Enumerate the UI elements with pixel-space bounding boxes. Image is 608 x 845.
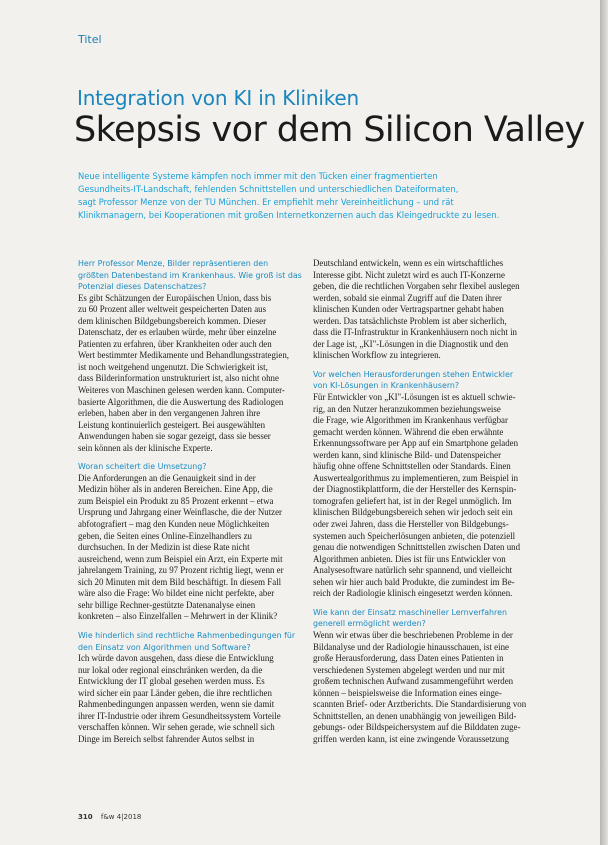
answer-line: genau die notwendigen Schnittstellen zwischen Daten und	[313, 542, 521, 553]
answer-line: tomografen geliefert hat, ist in der Regel unmöglich. Im	[313, 495, 512, 506]
question-line: Vor welchen Herausforderungen stehen Entwickler	[313, 369, 514, 379]
question-line: von KI-Lösungen in Krankenhäusern?	[313, 381, 460, 391]
answer-line: Erkennungssoftware per App auf ein Smartphone geladen	[313, 438, 519, 449]
answer-line: Für Entwickler von „KI"-Lösungen ist es aktuell schwie-	[313, 392, 516, 403]
question-line: größten Datenbestand im Krankenhaus. Wie groß ist das	[78, 270, 302, 280]
answer-line: sehen wir hier auch bald Produkte, die zumindest im Be-	[313, 576, 515, 587]
answer-line: ihrer IT-Industrie oder ihrem Gesundheitssystem Vorteile	[78, 710, 281, 721]
answer-line: Es gibt Schätzungen der Europäischen Union, dass bis	[78, 292, 272, 303]
answer-line: scannten Brief- oder Arztberichts. Die Standardisierung von	[313, 699, 527, 710]
answer-line: Algorithmen anbieten. Dies ist für uns Entwickler von	[313, 553, 506, 564]
answer-line: Wenn wir etwas über die beschriebenen Probleme in der	[313, 629, 513, 640]
page-footer	[78, 813, 141, 821]
question-line: Wie kann der Einsatz maschineller Lernverfahren	[313, 607, 507, 617]
question-line: generell ermöglicht werden?	[313, 619, 426, 629]
answer-line: dass die IT-Infrastruktur in Krankenhäusern noch nicht in	[313, 327, 517, 338]
answer-line: klinischen Bildgebungsbereich sehen wir jedoch seit ein	[313, 507, 513, 518]
answer-line: Dinge im Bereich selbst fahrender Autos selbst in	[78, 733, 255, 744]
answer-line: wird sicher ein paar Länder geben, die ihre rechtlichen	[78, 687, 272, 698]
lead-line: Gesundheits-IT-Landschaft, fehlenden Schnittstellen und unterschiedlichen Dateiformaten,	[78, 184, 459, 195]
answer-line: griffen werden kann, ist eine zwingende Voraussetzung	[313, 733, 509, 744]
answer-line: ist noch weitgehend ungenutzt. Die Schwierigkeit ist,	[78, 361, 268, 372]
answer-line: Bildanalyse und der Radiologie hinausschauen, ist eine	[313, 641, 509, 652]
answer-line: klinischen Workflow zu integrieren.	[313, 350, 441, 361]
answer-line: die Frage, wie Algorithmen im Krankenhaus verfügbar	[313, 415, 508, 426]
answer-line: oder zwei Jahren, dass die Hersteller von Bildgebungs-	[313, 519, 509, 530]
question-line: Potenzial dieses Datenschatzes?	[78, 282, 207, 292]
answer-line: Ich würde davon ausgehen, dass diese die Entwicklung	[78, 653, 274, 664]
answer-line: reich der Radiologie klinisch eingesetzt werden können.	[313, 588, 513, 599]
answer-line: dem klinischen Bildgebungsbereich kommen. Dieser	[78, 315, 267, 326]
answer-line: ausreichend, wenn zum Beispiel ein Arzt, ein Experte mit	[78, 553, 283, 564]
answer-line: Auswertealgorithmus zu implementieren, zum Beispiel in	[313, 472, 519, 483]
answer-line: Schnittstellen, an denen unabhängig von jeweiligen Bild-	[313, 710, 517, 721]
page-number: 310	[78, 813, 93, 821]
lead-line: Neue intelligente Systeme kämpfen noch immer mit den Tücken einer fragmentierten	[78, 171, 438, 181]
answer-line: Interesse gibt. Nicht zuletzt wird es auch IT-Konzerne	[313, 269, 505, 280]
question-line: Herr Professor Menze, Bilder repräsentieren den	[78, 259, 269, 268]
answer-line: werden. Das tatsächlichste Problem ist aber sicherlich,	[313, 315, 507, 326]
answer-line: nur lokal oder regional einschränken werden, da die	[78, 664, 263, 675]
answer-line: Patienten zu erfahren, über Krankheiten oder auch den	[78, 338, 272, 349]
answer-line: basierte Algorithmen, die die Auswertung des Radiologen	[78, 396, 284, 407]
answer-line: Entwicklung der IT global gesehen werden muss. Es	[78, 676, 265, 687]
answer-line: Weiteres von Maschinen gelesen werden kann. Computer-	[78, 385, 285, 396]
answer-line: Wert bestimmter Medikamente und Behandlungsstrategien,	[78, 350, 289, 361]
answer-line: große Herausforderung, dass Daten eines Patienten in	[313, 653, 504, 664]
answer-line: Deutschland entwickeln, wenn es ein wirtschaftliches	[313, 258, 504, 268]
answer-line: sein können als der klinische Experte.	[78, 442, 213, 453]
answer-line: geben, die die rechtlichen Vorgaben sehr flexibel auslegen	[313, 281, 520, 292]
answer-line: konkreten – also Einzelfallen – Mehrwert in der Klinik?	[78, 611, 278, 622]
answer-line: Die Anforderungen an die Genauigkeit sind in der	[78, 472, 256, 483]
answer-line: werden kann, sind klinische Bild- und Datenspeicher	[313, 449, 502, 460]
answer-line: werden, sobald sie einmal Zugriff auf die Daten ihrer	[313, 292, 502, 303]
lead-line: Klinikmanagern, bei Kooperationen mit großen Internetkonzernen auch das Kleingedruckte zu lesen.	[78, 210, 500, 221]
magazine-issue: f&w 4|2018	[100, 813, 142, 821]
answer-line: erleben, haben aber in den vergangenen Jahren ihre	[78, 408, 261, 419]
section-label: Titel	[78, 33, 102, 46]
answer-line: sehr billige Rechner-gestützte Datenanalyse einen	[78, 599, 256, 610]
answer-line: zum Beispiel ein Produkt zu 85 Prozent erkennt – etwa	[78, 495, 274, 506]
question-line: Woran scheitert die Umsetzung?	[78, 462, 207, 472]
answer-line: können – beispielsweise die Information eines einge-	[313, 687, 502, 698]
answer-line: zu 60 Prozent aller weltweit gespeicherten Daten aus	[78, 304, 267, 315]
answer-line: Ursprung und Jahrgang einer Weinflasche, die der Nutzer	[78, 507, 282, 518]
answer-line: gebungs- oder Bildspeichersystem auf die Bilddaten zuge-	[313, 722, 521, 733]
answer-line: klinischen Kunden oder Vertragspartner gehabt haben	[313, 304, 504, 315]
answer-line: dass Bilderinformation unstrukturiert ist, also nicht ohne	[78, 373, 279, 384]
answer-line: sich 20 Minuten mit dem Bild beschäftigt. In diesem Fall	[78, 576, 282, 587]
answer-line: Medizin höher als in anderen Bereichen. Eine App, die	[78, 484, 273, 495]
question-line: den Einsatz von Algorithmen und Software?	[78, 642, 251, 652]
answer-line: Analysesoftware natürlich sehr spannend, und vielleicht	[313, 565, 513, 576]
answer-line: Rahmenbedingungen anpassen werden, wenn sie damit	[78, 699, 275, 710]
page-edge-shadow	[600, 0, 608, 845]
answer-line: gemacht werden können. Während die eben erwähnte	[313, 426, 504, 437]
question-line: Wie hinderlich sind rechtliche Rahmenbedingungen für	[78, 630, 296, 640]
answer-line: der Lage ist, „KI"-Lösungen in die Diagnostik und den	[313, 338, 509, 349]
answer-line: Anwendungen haben sie sogar gezeigt, dass sie besser	[78, 431, 271, 442]
left-text-column	[78, 258, 306, 745]
answer-line: verschiedenen Systemen abgelegt werden und nur mit	[313, 664, 505, 675]
answer-line: geben, die Seiten eines Online-Einzelhandlers zu	[78, 530, 252, 541]
answer-line: verschaffen können. Wir sehen gerade, wie schnell sich	[78, 722, 275, 733]
answer-line: systemen auch Speicherlösungen anbieten, die potenziell	[313, 530, 516, 541]
answer-line: durchsuchen. In der Medizin ist diese Rate nicht	[78, 542, 250, 553]
answer-line: der Diagnostikplattform, die der Hersteller des Kernspin-	[313, 484, 517, 495]
lead-line: sagt Professor Menze von der TU München. Er empfiehlt mehr Vereinheitlichung – und rät	[78, 197, 454, 208]
answer-line: jahrelangem Training, zu 97 Prozent richtig liegt, wenn er	[78, 565, 284, 576]
article-headline: Skepsis vor dem Silicon Valley	[74, 110, 585, 150]
answer-line: Leistung kontinuierlich gesteigert. Bei ausgewählten	[78, 419, 266, 430]
answer-line: abfotografiert – mag den Kunden neue Möglichkeiten	[78, 519, 270, 530]
article-kicker: Integration von KI in Kliniken	[77, 86, 359, 110]
answer-line: großem technischen Aufwand zusammengeführt werden	[313, 676, 514, 687]
answer-line: rig, an den Nutzer heranzukommen beziehungsweise	[313, 403, 501, 414]
answer-line: häufig ohne offene Schnittstellen oder Standards. Einen	[313, 461, 511, 472]
answer-line: wäre also die Frage: Wo bildet eine nicht perfekte, aber	[78, 588, 275, 599]
answer-line: Datenschatz, der es erlauben würde, mehr über einzelne	[78, 327, 277, 338]
article-lead	[78, 170, 538, 222]
right-text-column	[313, 258, 541, 745]
